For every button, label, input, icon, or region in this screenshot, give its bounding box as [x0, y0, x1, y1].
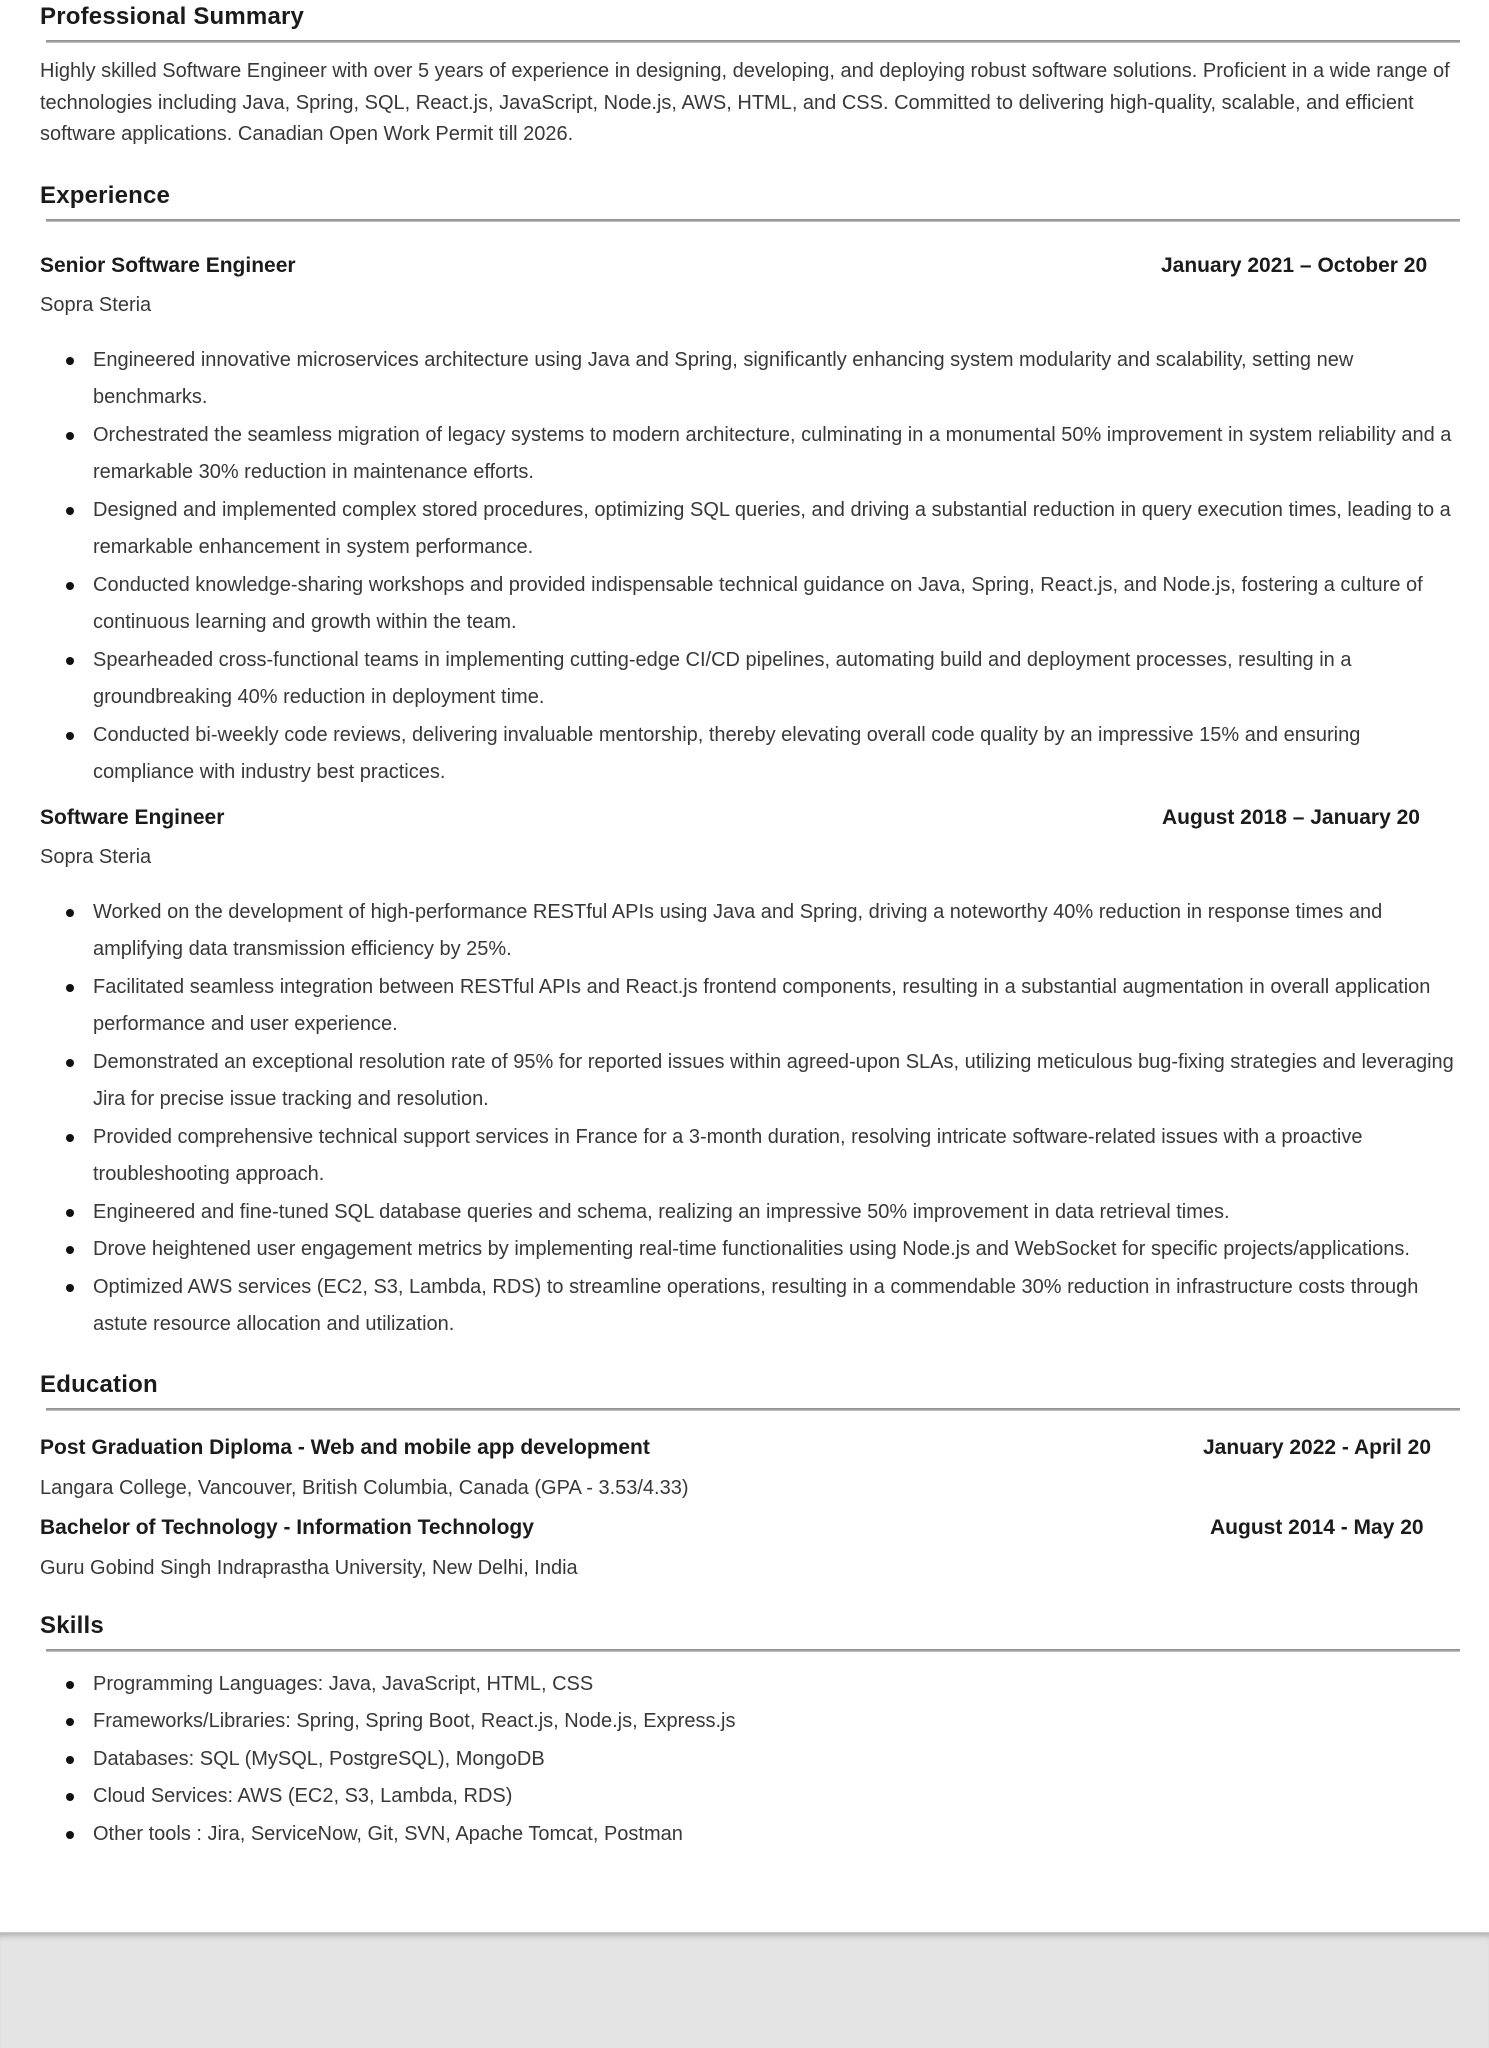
education-dates: August 2014 - May 20 — [1210, 1515, 1424, 1539]
education-degree-row — [40, 1513, 1460, 1545]
bullet-item: Provided comprehensive technical support services in France for a 3-month duration, resolving intricate software-related issues with a proactive troubleshooting approach. — [40, 1119, 1460, 1194]
skill-item: Databases: SQL (MySQL, PostgreSQL), MongoDB — [40, 1741, 1460, 1779]
skill-item: Other tools : Jira, ServiceNow, Git, SVN, Apache Tomcat, Postman — [40, 1816, 1460, 1854]
bullet-item: Designed and implemented complex stored procedures, optimizing SQL queries, and driving a substantial reduction in query execution times, leading to a remarkable enhancement in system performance. — [40, 492, 1460, 567]
section-experience — [40, 181, 1460, 1344]
section-divider — [46, 219, 1460, 222]
bullet-item: Conducted bi-weekly code reviews, delivering invaluable mentorship, thereby elevating overall code quality by an impressive 15% and ensuring compliance with industry best practices. — [40, 717, 1460, 792]
education-school: Langara College, Vancouver, British Columbia, Canada (GPA - 3.53/4.33) — [40, 1476, 689, 1499]
bullet-item: Conducted knowledge-sharing workshops and provided indispensable technical guidance on Java, Spring, React.js, and Node.js, fostering a culture of continuous learning and growth within the team. — [40, 567, 1460, 642]
section-heading-professional-summary: Professional Summary — [40, 3, 305, 30]
viewer-background — [0, 1932, 1489, 2048]
bullet-item: Optimized AWS services (EC2, S3, Lambda, RDS) to streamline operations, resulting in a commendable 30% reduction in infrastructure costs through astute resource allocation and utilization. — [40, 1269, 1460, 1344]
job-bullet-list — [40, 894, 1460, 1344]
education-degree-row — [40, 1433, 1460, 1465]
skill-item: Programming Languages: Java, JavaScript, HTML, CSS — [40, 1666, 1460, 1704]
job-company: Sopra Steria — [40, 293, 152, 316]
skills-list — [40, 1666, 1460, 1854]
education-school: Guru Gobind Singh Indraprastha University, New Delhi, India — [40, 1556, 578, 1579]
job-company: Sopra Steria — [40, 845, 152, 868]
section-skills — [40, 1611, 1460, 1854]
skill-item: Cloud Services: AWS (EC2, S3, Lambda, RDS) — [40, 1778, 1460, 1816]
bullet-item: Facilitated seamless integration between RESTful APIs and React.js frontend components, resulting in a substantial augmentation in overall application performance and user experience. — [40, 969, 1460, 1044]
bullet-item: Orchestrated the seamless migration of legacy systems to modern architecture, culminating in a monumental 50% improvement in system reliability and a remarkable 30% reduction in maintenance efforts. — [40, 417, 1460, 492]
education-degree: Bachelor of Technology - Information Technology — [40, 1515, 534, 1539]
section-divider — [46, 40, 1460, 43]
job-dates: August 2018 – January 20 — [1162, 805, 1420, 829]
job-entry-senior-software-engineer — [40, 251, 1460, 792]
bullet-item: Drove heightened user engagement metrics by implementing real-time functionalities using Node.js and WebSocket for specific projects/applications. — [40, 1231, 1460, 1269]
summary-paragraph: Highly skilled Software Engineer with over 5 years of experience in designing, developing, and deploying robust software solutions. Proficient in a wide range of technologies including Java, Spring, SQL, React.js, JavaScript, Node.js, AWS, HTML, and CSS. Committed to delivering high-quality, scalable, and efficient software applications. Canadian Open Work Permit till 2026. — [40, 60, 1450, 145]
section-heading-education: Education — [40, 1370, 158, 1398]
section-divider — [46, 1649, 1460, 1652]
education-degree: Post Graduation Diploma - Web and mobile app development — [40, 1435, 650, 1459]
bullet-item: Engineered innovative microservices architecture using Java and Spring, significantly enhancing system modularity and scalability, setting new benchmarks. — [40, 342, 1460, 417]
job-title: Software Engineer — [40, 805, 225, 829]
section-heading-skills: Skills — [40, 1611, 104, 1639]
job-bullet-list — [40, 342, 1460, 792]
bullet-item: Engineered and fine-tuned SQL database queries and schema, realizing an impressive 50% improvement in data retrieval times. — [40, 1194, 1460, 1232]
job-title: Senior Software Engineer — [40, 253, 296, 277]
section-heading-experience: Experience — [40, 181, 171, 209]
section-education — [40, 1370, 1460, 1583]
skill-item: Frameworks/Libraries: Spring, Spring Boot, React.js, Node.js, Express.js — [40, 1703, 1460, 1741]
job-header — [40, 251, 1460, 283]
section-professional-summary — [40, 2, 1460, 151]
job-entry-software-engineer — [40, 803, 1460, 1344]
bullet-item: Spearheaded cross-functional teams in implementing cutting-edge CI/CD pipelines, automating build and deployment processes, resulting in a groundbreaking 40% reduction in deployment time. — [40, 642, 1460, 717]
job-dates: January 2021 – October 20 — [1161, 253, 1428, 277]
job-header — [40, 803, 1460, 835]
bullet-item: Demonstrated an exceptional resolution rate of 95% for reported issues within agreed-upon SLAs, utilizing meticulous bug-fixing strategies and leveraging Jira for precise issue tracking and resolution. — [40, 1044, 1460, 1119]
section-divider — [46, 1408, 1460, 1411]
education-dates: January 2022 - April 20 — [1203, 1435, 1432, 1459]
bullet-item: Worked on the development of high-performance RESTful APIs using Java and Spring, driving a noteworthy 40% reduction in response times and amplifying data transmission efficiency by 25%. — [40, 894, 1460, 969]
